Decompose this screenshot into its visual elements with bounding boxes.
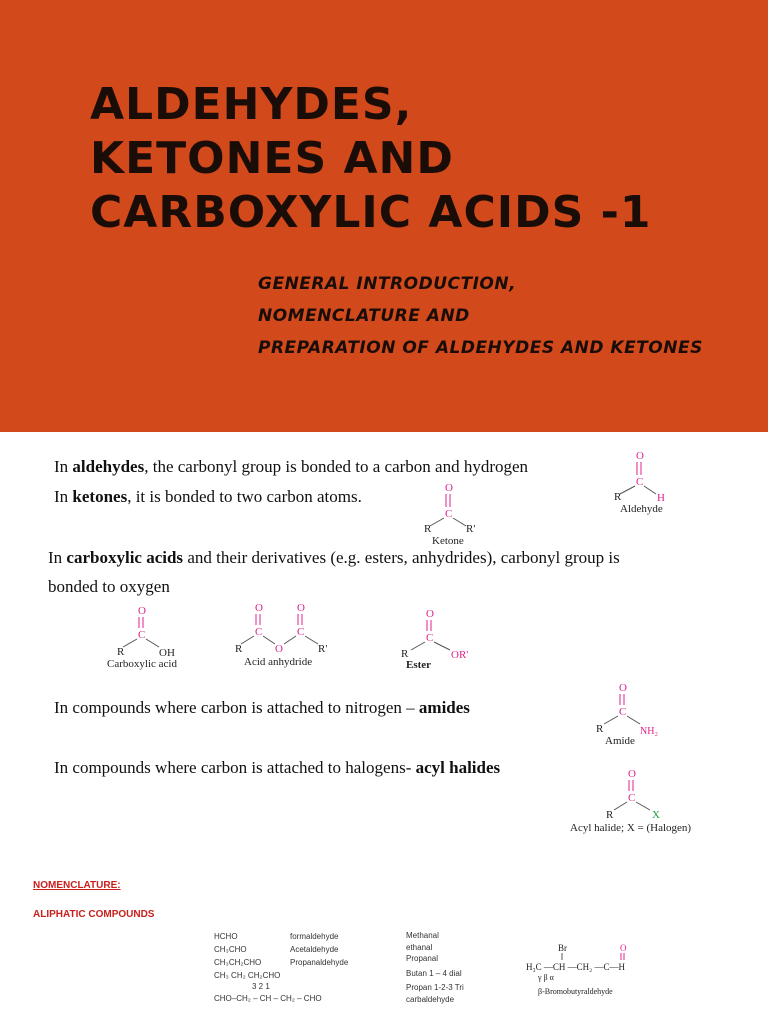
oxygen-label: O xyxy=(628,768,636,780)
r-label: R xyxy=(606,809,614,821)
iupac-name-column xyxy=(406,930,464,1005)
carbon-label: C xyxy=(138,629,146,641)
oxygen-label: O xyxy=(620,943,627,953)
oxygen-label: O xyxy=(636,450,644,462)
bond xyxy=(123,639,137,647)
formula-item: HCHO xyxy=(214,932,238,941)
bond xyxy=(453,518,466,526)
text-fragment: In xyxy=(54,457,73,476)
oxygen-label: O xyxy=(138,605,146,617)
bond xyxy=(284,636,296,644)
aldehyde-structure xyxy=(600,448,680,518)
r-label: R xyxy=(614,491,622,503)
subtitle-line-1: GENERAL INTRODUCTION, xyxy=(258,274,517,294)
bond xyxy=(434,642,450,650)
bond xyxy=(263,636,275,644)
slide-subtitle xyxy=(258,268,703,364)
acid-anhydride-structure xyxy=(232,600,332,670)
title-line-1: ALDEHYDES, xyxy=(90,79,413,130)
r-label: R xyxy=(117,646,125,658)
r-label: R xyxy=(401,648,409,660)
hydrogen-label: H xyxy=(657,492,665,504)
acyl-halides-term: acyl halides xyxy=(415,758,501,777)
carbon-label: C xyxy=(619,706,627,718)
aldehyde-definition xyxy=(54,456,528,478)
oxygen-label: O xyxy=(297,602,305,614)
iupac-name-item: carbaldehyde xyxy=(406,994,455,1004)
carboxylic-definition-line2: bonded to oxygen xyxy=(48,577,170,596)
text-fragment: and their derivatives (e.g. esters, anhydrides), carbonyl group is xyxy=(183,548,620,567)
iupac-name-item: Butan 1 – 4 dial xyxy=(406,968,462,978)
bond xyxy=(620,486,635,494)
formula-item: CH₃CHO xyxy=(214,945,247,954)
acid-anhydride-caption: Acid anhydride xyxy=(244,656,313,668)
iupac-name-item: Propanal xyxy=(406,954,439,963)
text-fragment: , it is bonded to two carbon atoms. xyxy=(127,487,362,506)
bond xyxy=(430,518,444,526)
carbon-label: C xyxy=(445,508,453,520)
amides-term: amides xyxy=(418,698,470,717)
amide-structure xyxy=(592,680,672,750)
aldehyde-caption: Aldehyde xyxy=(620,503,663,515)
text-fragment: In compounds where carbon is attached to halogens- xyxy=(54,758,416,777)
carbon-label: C xyxy=(628,792,636,804)
amino-label: NH₂ xyxy=(640,726,658,737)
aliphatic-compounds-heading: ALIPHATIC COMPOUNDS xyxy=(33,909,155,920)
bond xyxy=(305,636,318,644)
hydroxyl-label: OH xyxy=(159,647,175,659)
bond xyxy=(604,716,618,724)
nomenclature-heading: NOMENCLATURE: xyxy=(33,880,121,891)
carbon-label: C xyxy=(426,632,434,644)
formula-item: CHO–CH₂ – CH – CH₂ – CHO xyxy=(214,994,322,1003)
bond xyxy=(146,639,159,647)
alkoxy-label: OR' xyxy=(451,649,469,661)
r-label: R xyxy=(424,523,432,535)
carboxylic-acid-caption: Carboxylic acid xyxy=(107,658,177,670)
common-name-column xyxy=(290,930,348,969)
amide-definition xyxy=(54,697,470,719)
r-prime-label: R' xyxy=(466,523,476,535)
ester-caption: Ester xyxy=(406,659,432,671)
carboxylic-acid-structure xyxy=(105,603,195,671)
bromobutyraldehyde-structure xyxy=(522,940,652,1000)
carboxylic-acids-term: carboxylic acids xyxy=(66,548,184,567)
bond xyxy=(614,802,627,810)
formula-locants: 3 2 1 xyxy=(252,982,270,991)
aldehydes-term: aldehydes xyxy=(72,457,145,476)
iupac-name-item: Methanal xyxy=(406,931,439,940)
text-fragment: , the carbonyl group is bonded to a carbon and hydrogen xyxy=(144,457,529,476)
oxygen-label: O xyxy=(426,608,434,620)
oxygen-label: O xyxy=(445,482,453,494)
text-fragment: In xyxy=(48,548,67,567)
r-prime-label: R' xyxy=(318,643,328,655)
ketone-structure xyxy=(418,480,498,548)
formula-item: CH₃ CH₂ CH₂CHO xyxy=(214,971,281,980)
ester-structure xyxy=(398,606,488,672)
acyl-halide-caption: Acyl halide; X = (Halogen) xyxy=(570,822,692,834)
acyl-halide-definition xyxy=(54,757,500,779)
greek-locants: γ β α xyxy=(538,973,554,982)
iupac-name-item: ethanal xyxy=(406,942,433,952)
bond xyxy=(411,642,425,650)
formula-item: CH₃CH₂CHO xyxy=(214,958,262,967)
ketones-term: ketones xyxy=(72,487,128,506)
bond xyxy=(644,486,656,494)
ketone-definition xyxy=(54,486,362,508)
bond xyxy=(627,716,640,724)
title-line-2: KETONES AND xyxy=(90,133,454,184)
bromine-label: Br xyxy=(558,943,567,953)
iupac-name-item: Propan 1-2-3 Tri xyxy=(406,983,464,992)
amide-caption: Amide xyxy=(605,735,635,747)
carbon-label: C xyxy=(255,626,263,638)
carbon-label: C xyxy=(636,476,644,488)
oxygen-label: O xyxy=(619,682,627,694)
halogen-label: X xyxy=(652,809,660,821)
bridging-oxygen-label: O xyxy=(275,643,283,655)
carboxylic-definition xyxy=(48,547,620,569)
common-name-item: Propanaldehyde xyxy=(290,958,349,967)
common-name-item: Acetaldehyde xyxy=(290,945,339,954)
title-line-3: CARBOXYLIC ACIDS -1 xyxy=(90,187,652,238)
text-fragment: In compounds where carbon is attached to nitrogen – xyxy=(54,698,419,717)
subtitle-line-3: PREPARATION OF ALDEHYDES AND KETONES xyxy=(258,338,703,358)
bond xyxy=(636,802,650,810)
common-name-item: formaldehyde xyxy=(290,932,339,941)
r-label: R xyxy=(235,643,243,655)
title-banner xyxy=(0,0,768,432)
oxygen-label: O xyxy=(255,602,263,614)
slide-title xyxy=(90,78,652,240)
ketone-caption: Ketone xyxy=(432,535,464,547)
r-label: R xyxy=(596,723,604,735)
carbon-chain: H₃C —CH —CH₂ —C—H xyxy=(526,962,626,972)
text-fragment: In xyxy=(54,487,73,506)
bromobutyraldehyde-caption: β-Bromobutyraldehyde xyxy=(538,987,613,996)
carbon-label: C xyxy=(297,626,305,638)
subtitle-line-2: NOMENCLATURE AND xyxy=(258,306,470,326)
bond xyxy=(241,636,254,644)
acyl-halide-structure xyxy=(568,766,708,836)
